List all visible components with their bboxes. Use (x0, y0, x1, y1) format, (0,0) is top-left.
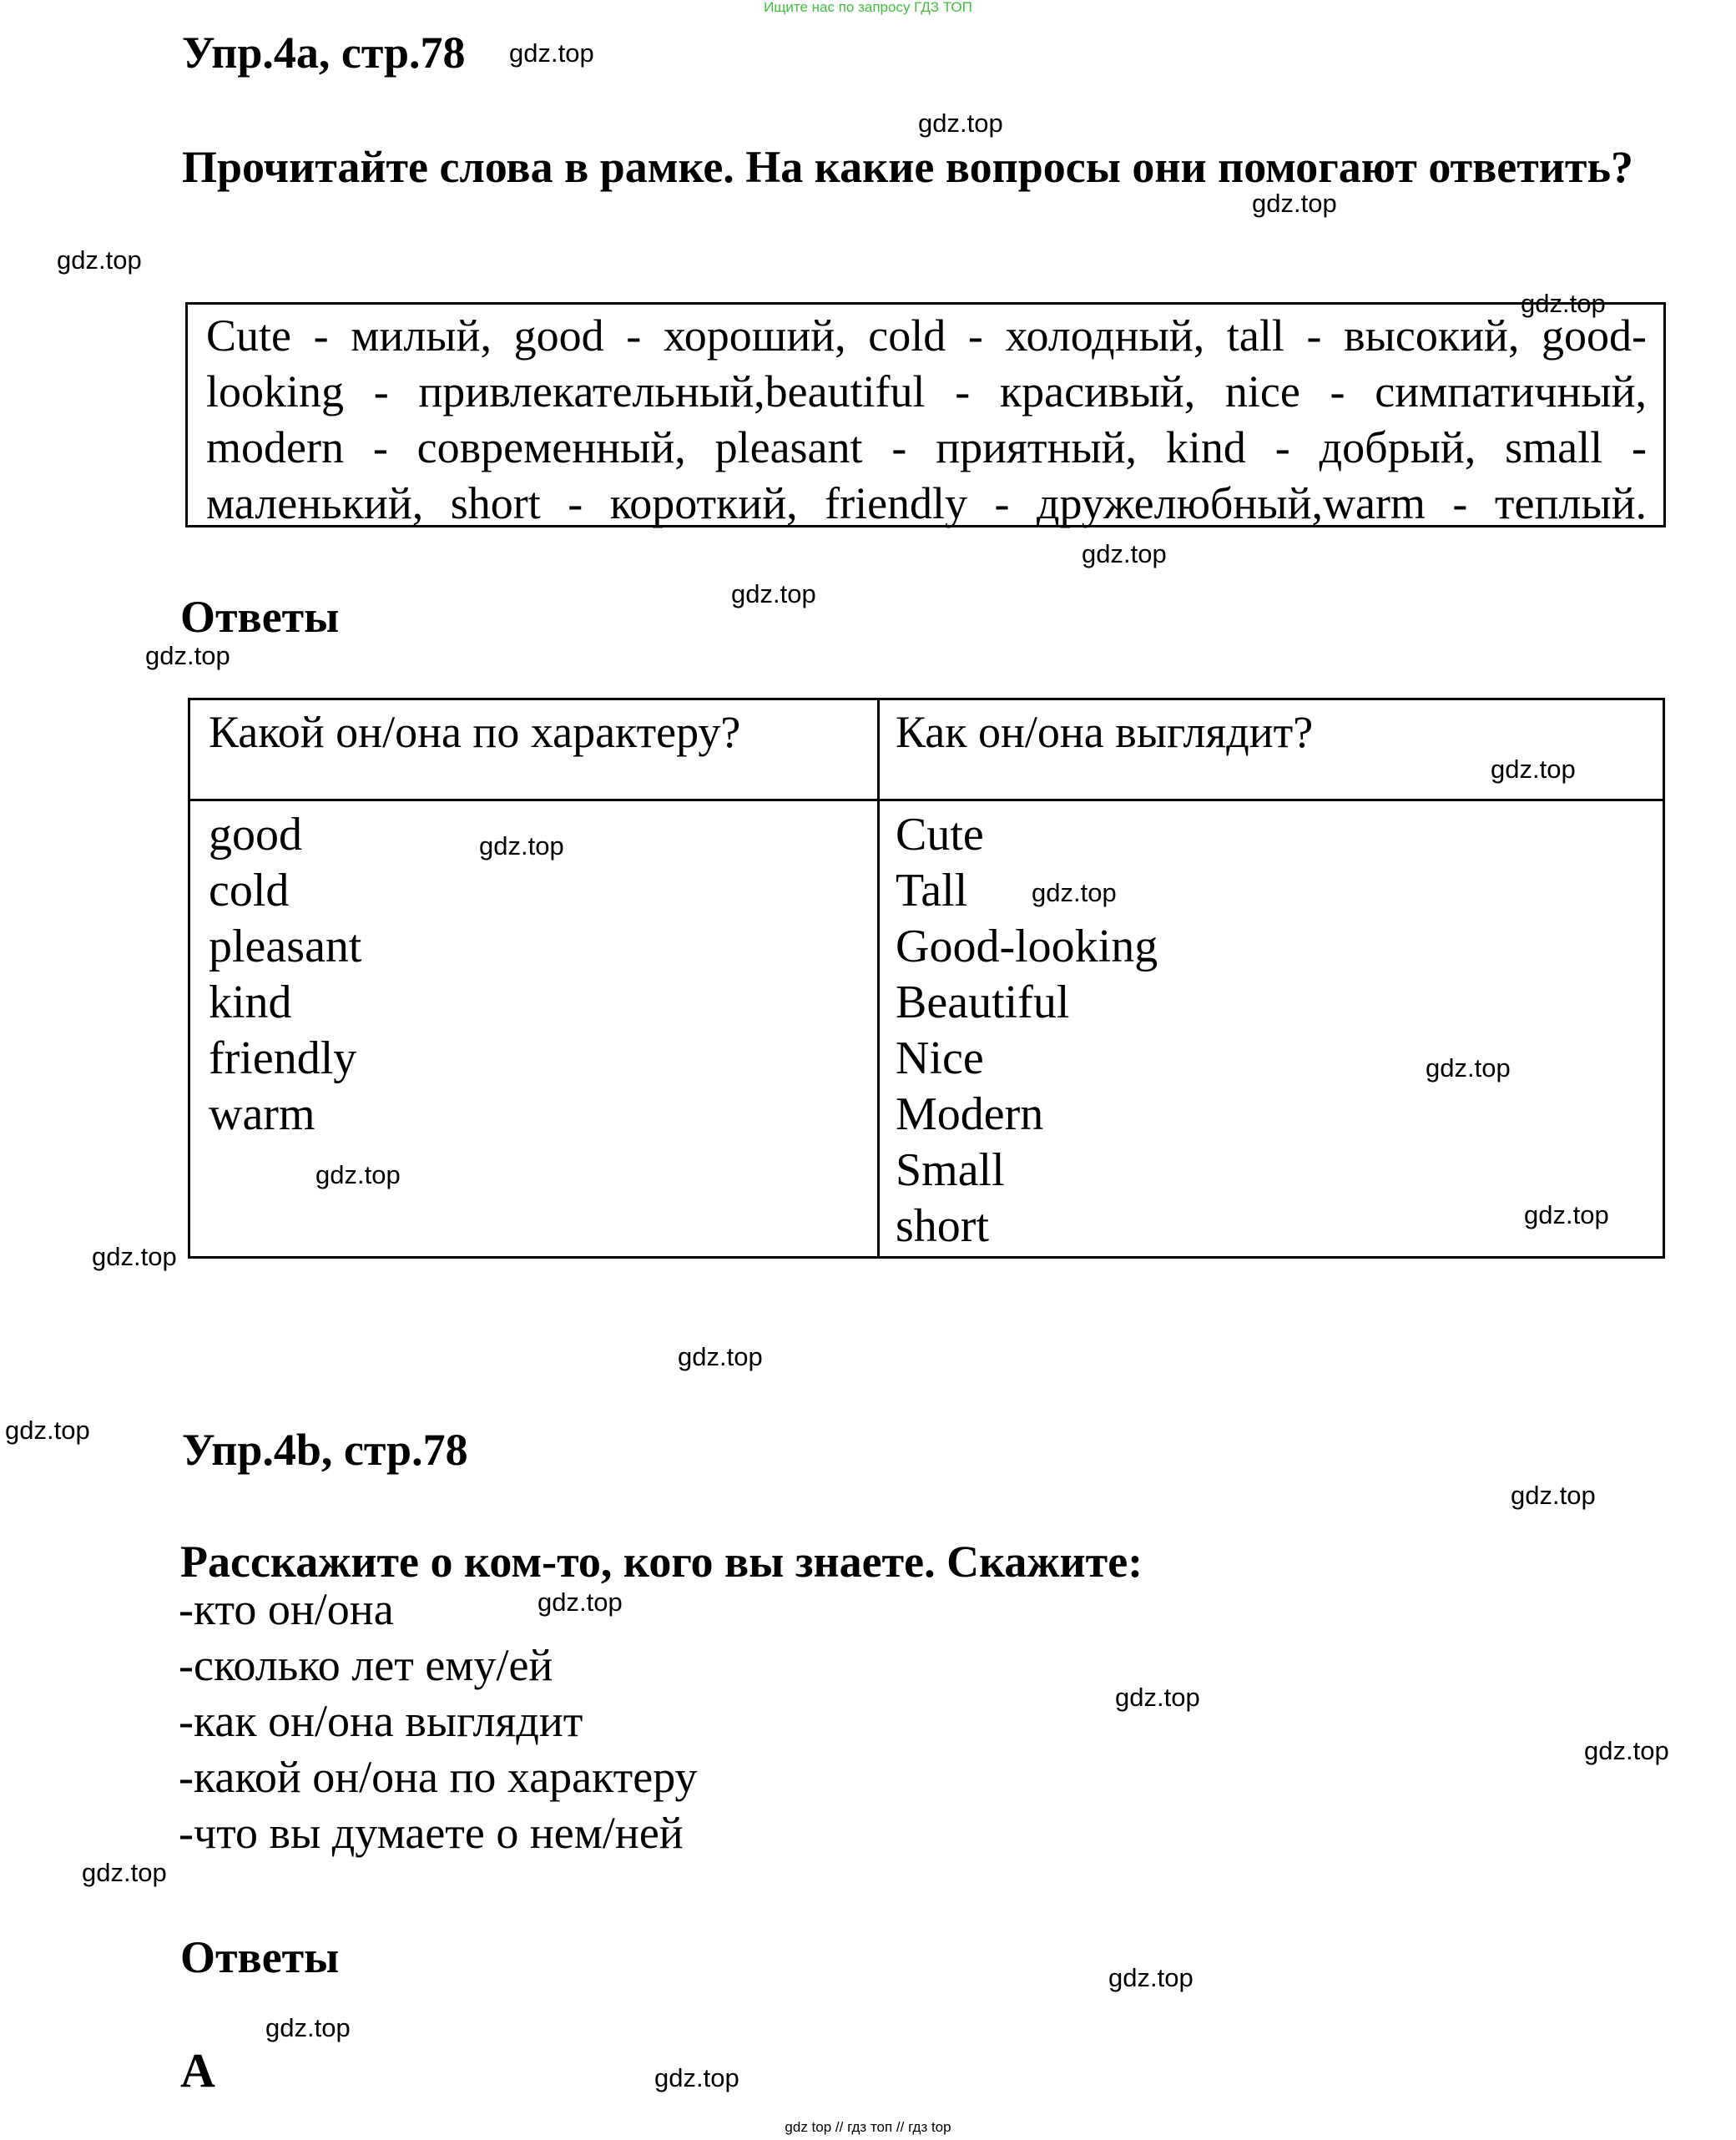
top-search-notice: Ищите нас по запросу ГДЗ ТОП (764, 0, 972, 15)
watermark: gdz.top (509, 38, 594, 68)
watermark: gdz.top (265, 2013, 351, 2042)
watermark: gdz.top (1511, 1481, 1596, 1510)
table-header-divider (190, 799, 1663, 801)
list-item: Nice (896, 1032, 984, 1084)
list-item: cold (209, 865, 290, 916)
list-item: kind (209, 977, 292, 1028)
watermark: gdz.top (1524, 1200, 1609, 1229)
watermark: gdz.top (57, 245, 142, 275)
watermark: gdz.top (1108, 1963, 1194, 1992)
exercise-4b-title: Упр.4b, стр.78 (182, 1425, 468, 1475)
list-item: friendly (209, 1032, 357, 1084)
watermark: gdz.top (1252, 189, 1337, 218)
list-item: good (209, 809, 302, 861)
watermark: gdz.top (315, 1160, 401, 1189)
list-item: warm (209, 1088, 315, 1140)
bottom-notice: gdz top // гдз топ // гдз top (785, 2119, 951, 2135)
list-item: short (896, 1200, 989, 1252)
list-item: Tall (896, 865, 968, 916)
list-item: Modern (896, 1088, 1044, 1140)
appearance-column-header: Как он/она выглядит? (896, 707, 1314, 757)
watermark: gdz.top (479, 831, 564, 861)
watermark: gdz.top (1032, 878, 1117, 907)
watermark: gdz.top (1426, 1053, 1511, 1083)
watermark: gdz.top (1491, 755, 1576, 784)
answers-label-4a: Ответы (180, 592, 340, 642)
list-item: -какой он/она по характеру (179, 1752, 698, 1802)
list-item: pleasant (209, 921, 362, 972)
list-item: Good-looking (896, 921, 1158, 972)
list-item: -как он/она выглядит (179, 1696, 583, 1746)
watermark: gdz.top (1082, 539, 1167, 568)
answers-table (188, 698, 1665, 1259)
watermark: gdz.top (1115, 1683, 1200, 1712)
character-words-list (209, 807, 361, 1143)
exercise-4a-instruction: Прочитайте слова в рамке. На какие вопросы они помогают ответить? (182, 142, 1633, 192)
exercise-4a-title: Упр.4а, стр.78 (182, 28, 466, 78)
list-item: Beautiful (896, 977, 1070, 1028)
word-box: Cute - милый, good - хороший, cold - холодный, tall - высокий, good-looking - привлекательный,beautiful - красивый, nice - симпатичный, modern - современный, pleasant - приятный, kind - добрый, small - маленький, short - короткий, friendly - дружелюбный,warm - теплый. (185, 302, 1666, 527)
watermark: gdz.top (145, 641, 230, 670)
list-item: -что вы думаете о нем/ней (179, 1808, 684, 1858)
list-item: -кто он/она (179, 1584, 394, 1634)
exercise-4b-instruction: Расскажите о ком-то, кого вы знаете. Скажите: (180, 1537, 1143, 1587)
character-column-header: Какой он/она по характеру? (209, 707, 741, 757)
watermark: gdz.top (678, 1342, 763, 1371)
watermark: gdz.top (1521, 289, 1606, 318)
list-item: -сколько лет ему/ей (179, 1640, 553, 1690)
watermark: gdz.top (654, 2063, 739, 2092)
answer-start: А (180, 2043, 215, 2097)
list-item: Small (896, 1144, 1005, 1196)
watermark: gdz.top (537, 1587, 623, 1617)
exercise-4b-prompts (179, 1582, 698, 1861)
watermark: gdz.top (1584, 1736, 1669, 1765)
watermark: gdz.top (5, 1416, 90, 1445)
table-column-divider (877, 700, 880, 1256)
watermark: gdz.top (82, 1858, 167, 1887)
answers-label-4b: Ответы (180, 1932, 340, 1982)
list-item: Cute (896, 809, 984, 861)
watermark: gdz.top (918, 109, 1003, 138)
appearance-words-list (896, 807, 1158, 1254)
watermark: gdz.top (92, 1242, 177, 1271)
watermark: gdz.top (731, 579, 816, 608)
